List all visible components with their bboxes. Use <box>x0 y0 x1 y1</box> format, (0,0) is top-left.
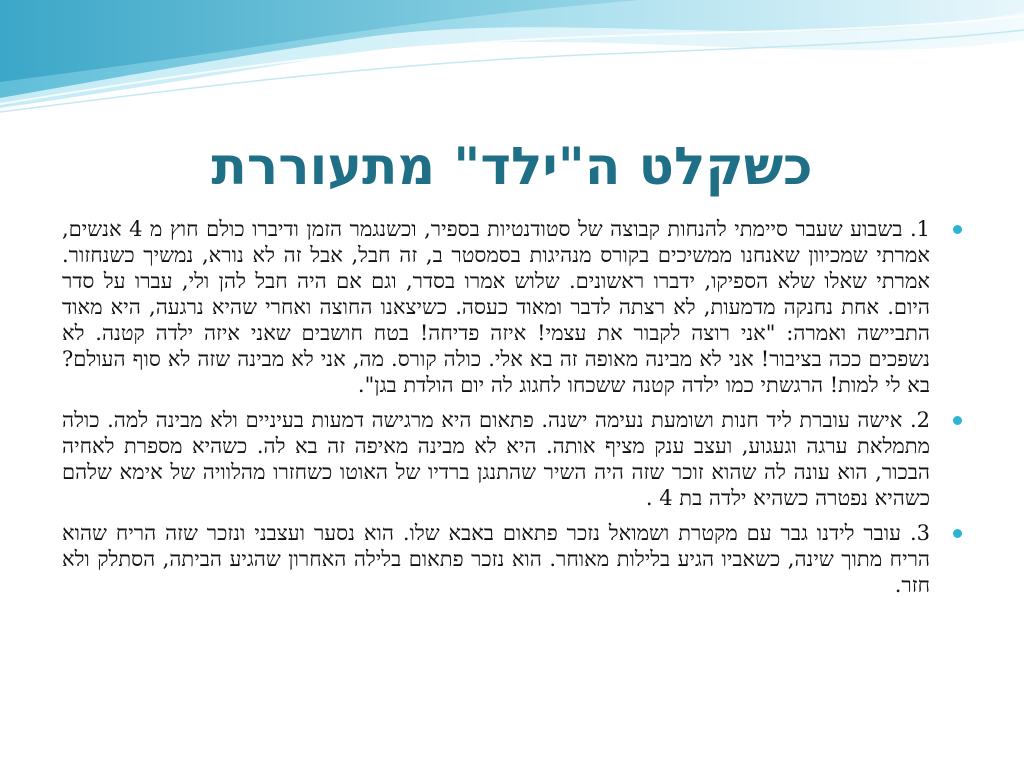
bullet-item-3 <box>62 520 964 598</box>
bullet-dot-icon <box>953 529 962 538</box>
bullet-item-2 <box>62 407 964 511</box>
bullet-text-1: 1. בשבוע שעבר סיימתי להנחות קבוצה של סטודנטיות בספיר, וכשנגמר הזמן ודיברו כולם חוץ מ 4 אנשים, אמרתי שמכיוון שאנחנו ממשיכים בקורס מנהיגות בסמסטר ב, זה חבל, אבל זה לא נורא, נמשיך כשנחזור. אמרתי שאלו שלא הספיקו, ידברו ראשונים. שלוש אמרו בסדר, וגם אם היה חבל להן ולי, עברו על סדר היום. אחת נחנקה מדמעות, לא רצתה לדבר ומאוד כעסה. כשיצאנו החוצה ואחרי שהיא נרגעה, היא מאוד התביישה ואמרה: "אני רוצה לקבור את עצמי! איזה פדיחה! בטח חושבים שאני איזה ילדה קטנה. לא נשפכים ככה בציבור! אני לא מבינה מאופה זה בא אלי. כולה קורס. מה, אני לא מבינה שזה לא סוף העולם?בא לי למות! הרגשתי כמו ילדה קטנה ששכחו לחגוג לה יום הולדת בגן". <box>62 217 930 397</box>
bullet-text-2: 2. אישה עוברת ליד חנות ושומעת נעימה ישנה. פתאום היא מרגישה דמעות בעיניים ולא מבינה למה. כולה מתמלאת ערגה וגעגוע, ועצב ענק מציף אותה. היא לא מבינה מאיפה זה בא לה. כשהיא מספרת לאחיה הבכור, הוא עונה לה שהוא זוכר שזה היה השיר שהתנגן ברדיו של האוטו כשחזרו מהלוויה של אימא שלהם כשהיא נפטרה כשהיא ילדה בת 4 . <box>62 408 930 510</box>
bullet-dot-icon <box>953 225 962 234</box>
bullet-list <box>62 216 964 598</box>
decorative-wave-header <box>0 0 1024 130</box>
slide-body <box>62 216 964 746</box>
slide-title: כשקלט ה"ילד" מתעוררת <box>211 137 813 197</box>
bullet-dot-icon <box>953 416 962 425</box>
bullet-item-1 <box>62 216 964 398</box>
bullet-text-3: 3. עובר לידנו גבר עם מקטרת ושמואל נזכר פתאום באבא שלו. הוא נסער ועצבני ונזכר שזה הריח שהוא הריח מתוך שינה, כשאביו הגיע בלילות מאוחר. הוא נזכר פתאום בלילה האחרון שהגיע הביתה, הסתלק ולא חזר. <box>62 521 930 597</box>
